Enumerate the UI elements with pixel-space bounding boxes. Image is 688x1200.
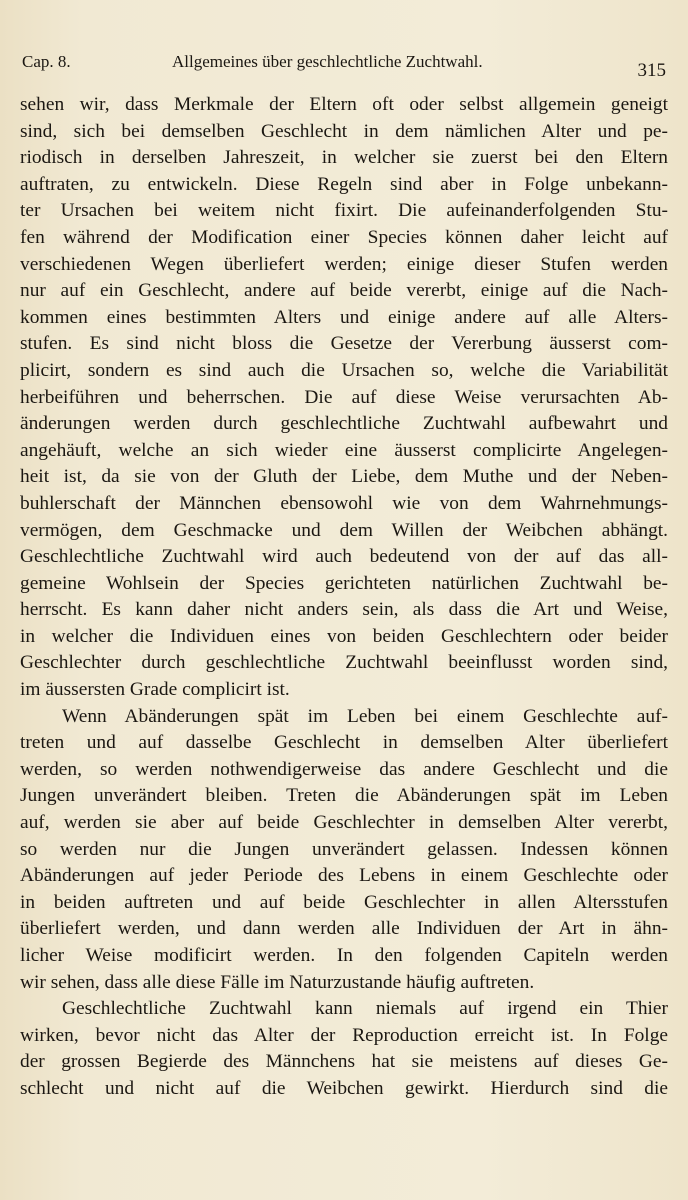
chapter-label: Cap. 8. xyxy=(22,52,71,71)
text-line: angehäuft, welche an sich wieder eine äusserst complicirte Angelegen- xyxy=(20,439,668,461)
text-line: plicirt, sondern es sind auch die Ursachen so, welche die Variabilität xyxy=(20,359,668,381)
text-line: nur auf ein Geschlecht, andere auf beide vererbt, einige auf die Nach- xyxy=(20,280,668,302)
running-header xyxy=(22,48,666,81)
text-line: wirken, bevor nicht das Alter der Reproduction erreicht ist. In Folge xyxy=(20,1024,668,1046)
text-line: auftraten, zu entwickeln. Diese Regeln sind aber in Folge unbekann- xyxy=(20,173,668,195)
text-line: so werden nur die Jungen unverändert gelassen. Indessen können xyxy=(20,838,668,860)
paragraph-start-line: Geschlechtliche Zuchtwahl kann niemals auf irgend ein Thier xyxy=(62,998,668,1020)
text-line: überliefert werden, und dann werden alle Individuen der Art in ähn- xyxy=(20,918,668,940)
text-line: stufen. Es sind nicht bloss die Gesetze der Vererbung äusserst com- xyxy=(20,333,668,355)
text-line: schlecht und nicht auf die Weibchen gewirkt. Hierdurch sind die xyxy=(20,1077,668,1099)
text-line: Geschlechtliche Zuchtwahl wird auch bedeutend von der auf das all- xyxy=(20,546,668,568)
paragraph-start-line: Wenn Abänderungen spät im Leben bei einem Geschlechte auf- xyxy=(62,705,668,727)
text-line: Geschlechter durch geschlechtliche Zuchtwahl beeinflusst worden sind, xyxy=(20,652,668,674)
text-line: riodisch in derselben Jahreszeit, in welcher sie zuerst bei den Eltern xyxy=(20,147,668,169)
text-line: Jungen unverändert bleiben. Treten die Abänderungen spät im Leben xyxy=(20,785,668,807)
text-line: änderungen werden durch geschlechtliche Zuchtwahl aufbewahrt und xyxy=(20,413,668,435)
text-line: herbeiführen und beherrschen. Die auf diese Weise verursachten Ab- xyxy=(20,386,668,408)
text-line: buhlerschaft der Männchen ebensowohl wie von dem Wahrnehmungs- xyxy=(20,492,668,514)
text-line: sind, sich bei demselben Geschlecht in dem nämlichen Alter und pe- xyxy=(20,120,668,142)
text-line: kommen eines bestimmten Alters und einige andere auf alle Alters- xyxy=(20,306,668,328)
text-line: herrscht. Es kann daher nicht anders sein, als dass die Art und Weise, xyxy=(20,599,668,621)
text-line: treten und auf dasselbe Geschlecht in demselben Alter überliefert xyxy=(20,732,668,754)
text-line: ter Ursachen bei weitem nicht fixirt. Die aufeinanderfolgenden Stu- xyxy=(20,200,668,222)
page-number: 315 xyxy=(637,60,666,81)
text-line: der grossen Begierde des Männchens hat sie meistens auf dieses Ge- xyxy=(20,1051,668,1073)
text-line: vermögen, dem Geschmacke und dem Willen der Weibchen abhängt. xyxy=(20,519,668,541)
text-line: sehen wir, dass Merkmale der Eltern oft oder selbst allgemein geneigt xyxy=(20,94,668,115)
text-line: gemeine Wohlsein der Species gerichteten natürlichen Zuchtwahl be- xyxy=(20,572,668,594)
text-line: licher Weise modificirt werden. In den folgenden Capiteln werden xyxy=(20,945,668,966)
text-line: Abänderungen auf jeder Periode des Lebens in einem Geschlechte oder xyxy=(20,865,668,887)
paragraph-end-line: im äussersten Grade complicirt ist. xyxy=(20,679,290,701)
text-line: verschiedenen Wegen überliefert werden; einige dieser Stufen werden xyxy=(20,253,668,275)
body-text xyxy=(20,92,668,1103)
text-line: auf, werden sie aber auf beide Geschlechter in demselben Alter vererbt, xyxy=(20,812,668,834)
paragraph-end-line: wir sehen, dass alle diese Fälle im Naturzustande häufig auftreten. xyxy=(20,971,535,993)
text-line: in beiden auftreten und auf beide Geschlechter in allen Altersstufen xyxy=(20,891,668,913)
text-line: in welcher die Individuen eines von beiden Geschlechtern oder beider xyxy=(20,625,668,647)
running-title: Allgemeines über geschlechtliche Zuchtwahl. xyxy=(172,52,483,71)
text-line: fen während der Modification einer Species können daher leicht auf xyxy=(20,226,668,248)
text-line: werden, so werden nothwendigerweise das andere Geschlecht und die xyxy=(20,758,668,780)
text-line: heit ist, da sie von der Gluth der Liebe, dem Muthe und der Neben- xyxy=(20,466,668,488)
